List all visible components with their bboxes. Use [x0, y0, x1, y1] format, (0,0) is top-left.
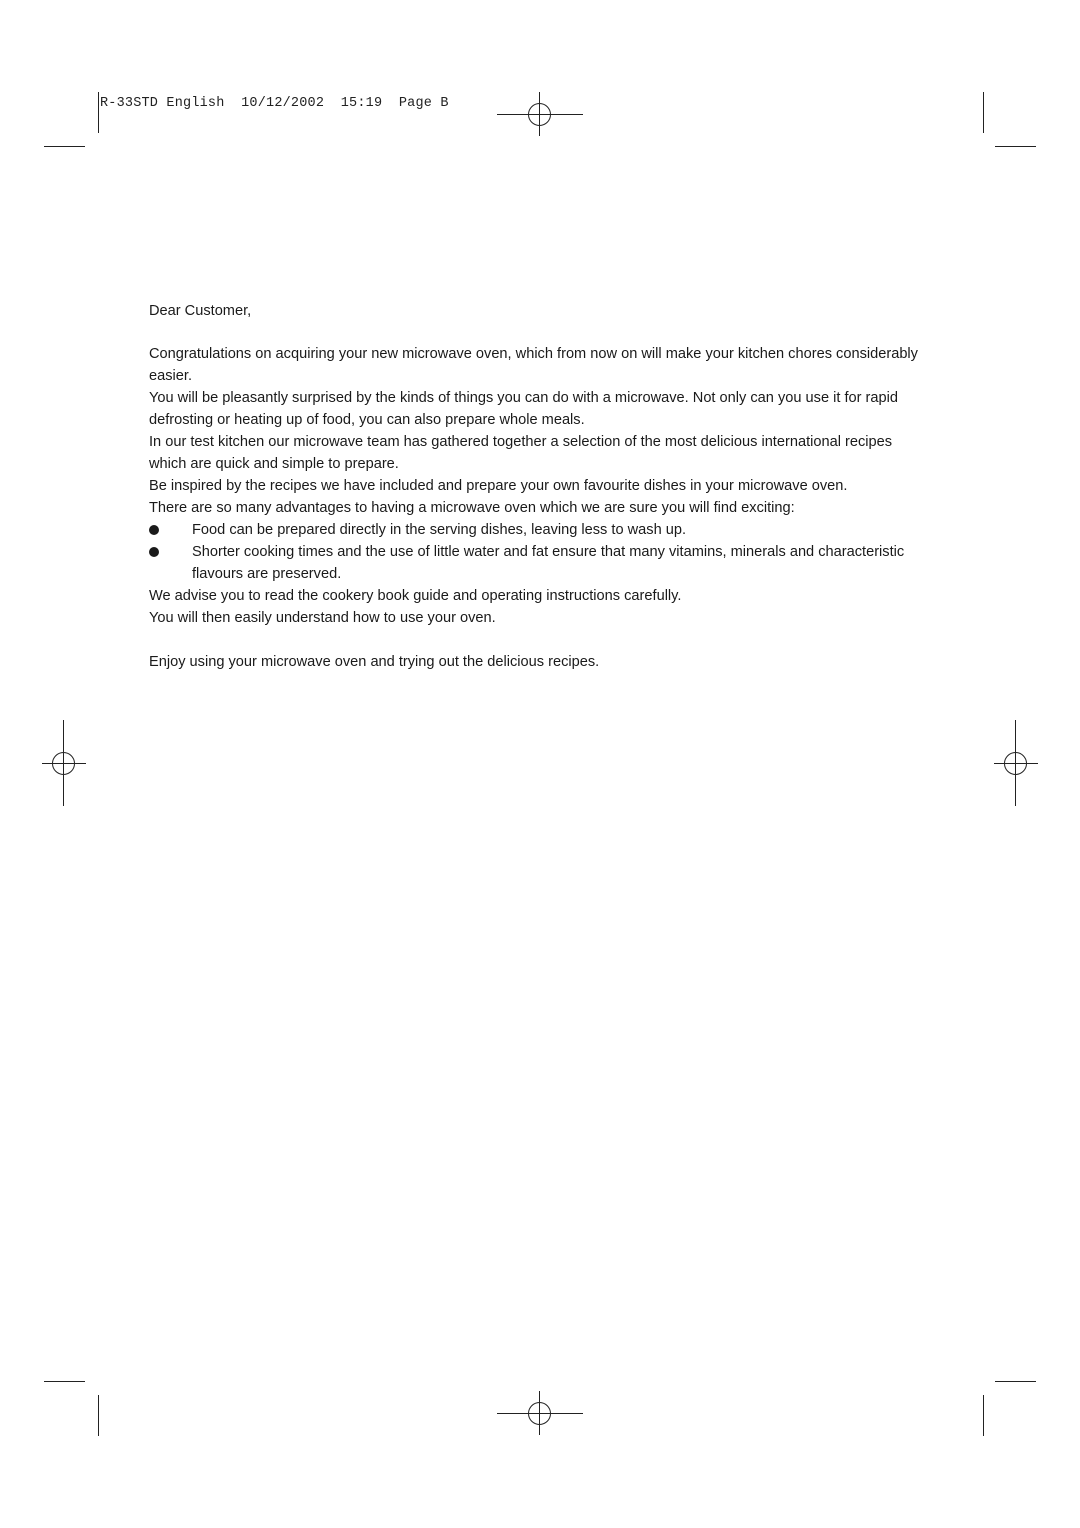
- letter-paragraph: We advise you to read the cookery book guide and operating instructions carefully.: [149, 588, 682, 604]
- list-item-text: Shorter cooking times and the use of little water and fat ensure that many vitamins, minerals and characteristic flavours are preserved.: [192, 544, 905, 582]
- registration-mark-bottom: [497, 1391, 583, 1435]
- advantages-list: [149, 519, 919, 585]
- bullet-dot-icon: [149, 547, 159, 557]
- paragraph-spacer: [149, 629, 919, 651]
- customer-letter: [149, 300, 919, 673]
- letter-closing: Enjoy using your microwave oven and trying out the delicious recipes.: [149, 654, 600, 670]
- letter-paragraph: Be inspired by the recipes we have included and prepare your own favourite dishes in your microwave oven.: [149, 478, 848, 494]
- list-item: [149, 541, 919, 585]
- letter-greeting: Dear Customer,: [149, 303, 252, 319]
- registration-mark-left: [42, 720, 86, 806]
- registration-mark-top: [497, 92, 583, 136]
- letter-paragraph: You will then easily understand how to use your oven.: [149, 610, 496, 626]
- bullet-dot-icon: [149, 525, 159, 535]
- letter-paragraph: You will be pleasantly surprised by the kinds of things you can do with a microwave. Not only can you use it for rapid defrosting or heating up of food, you can also prepare whole meals.: [149, 390, 899, 428]
- letter-paragraph: In our test kitchen our microwave team has gathered together a selection of the most delicious international recipes which are quick and simple to prepare.: [149, 434, 893, 472]
- letter-paragraph: Congratulations on acquiring your new microwave oven, which from now on will make your kitchen chores considerably easier.: [149, 346, 918, 384]
- print-slug-line: R-33STD English 10/12/2002 15:19 Page B: [100, 96, 449, 111]
- letter-paragraph: There are so many advantages to having a microwave oven which we are sure you will find exciting:: [149, 500, 795, 516]
- list-item: [149, 519, 919, 541]
- registration-mark-right: [994, 720, 1038, 806]
- list-item-text: Food can be prepared directly in the serving dishes, leaving less to wash up.: [192, 522, 687, 538]
